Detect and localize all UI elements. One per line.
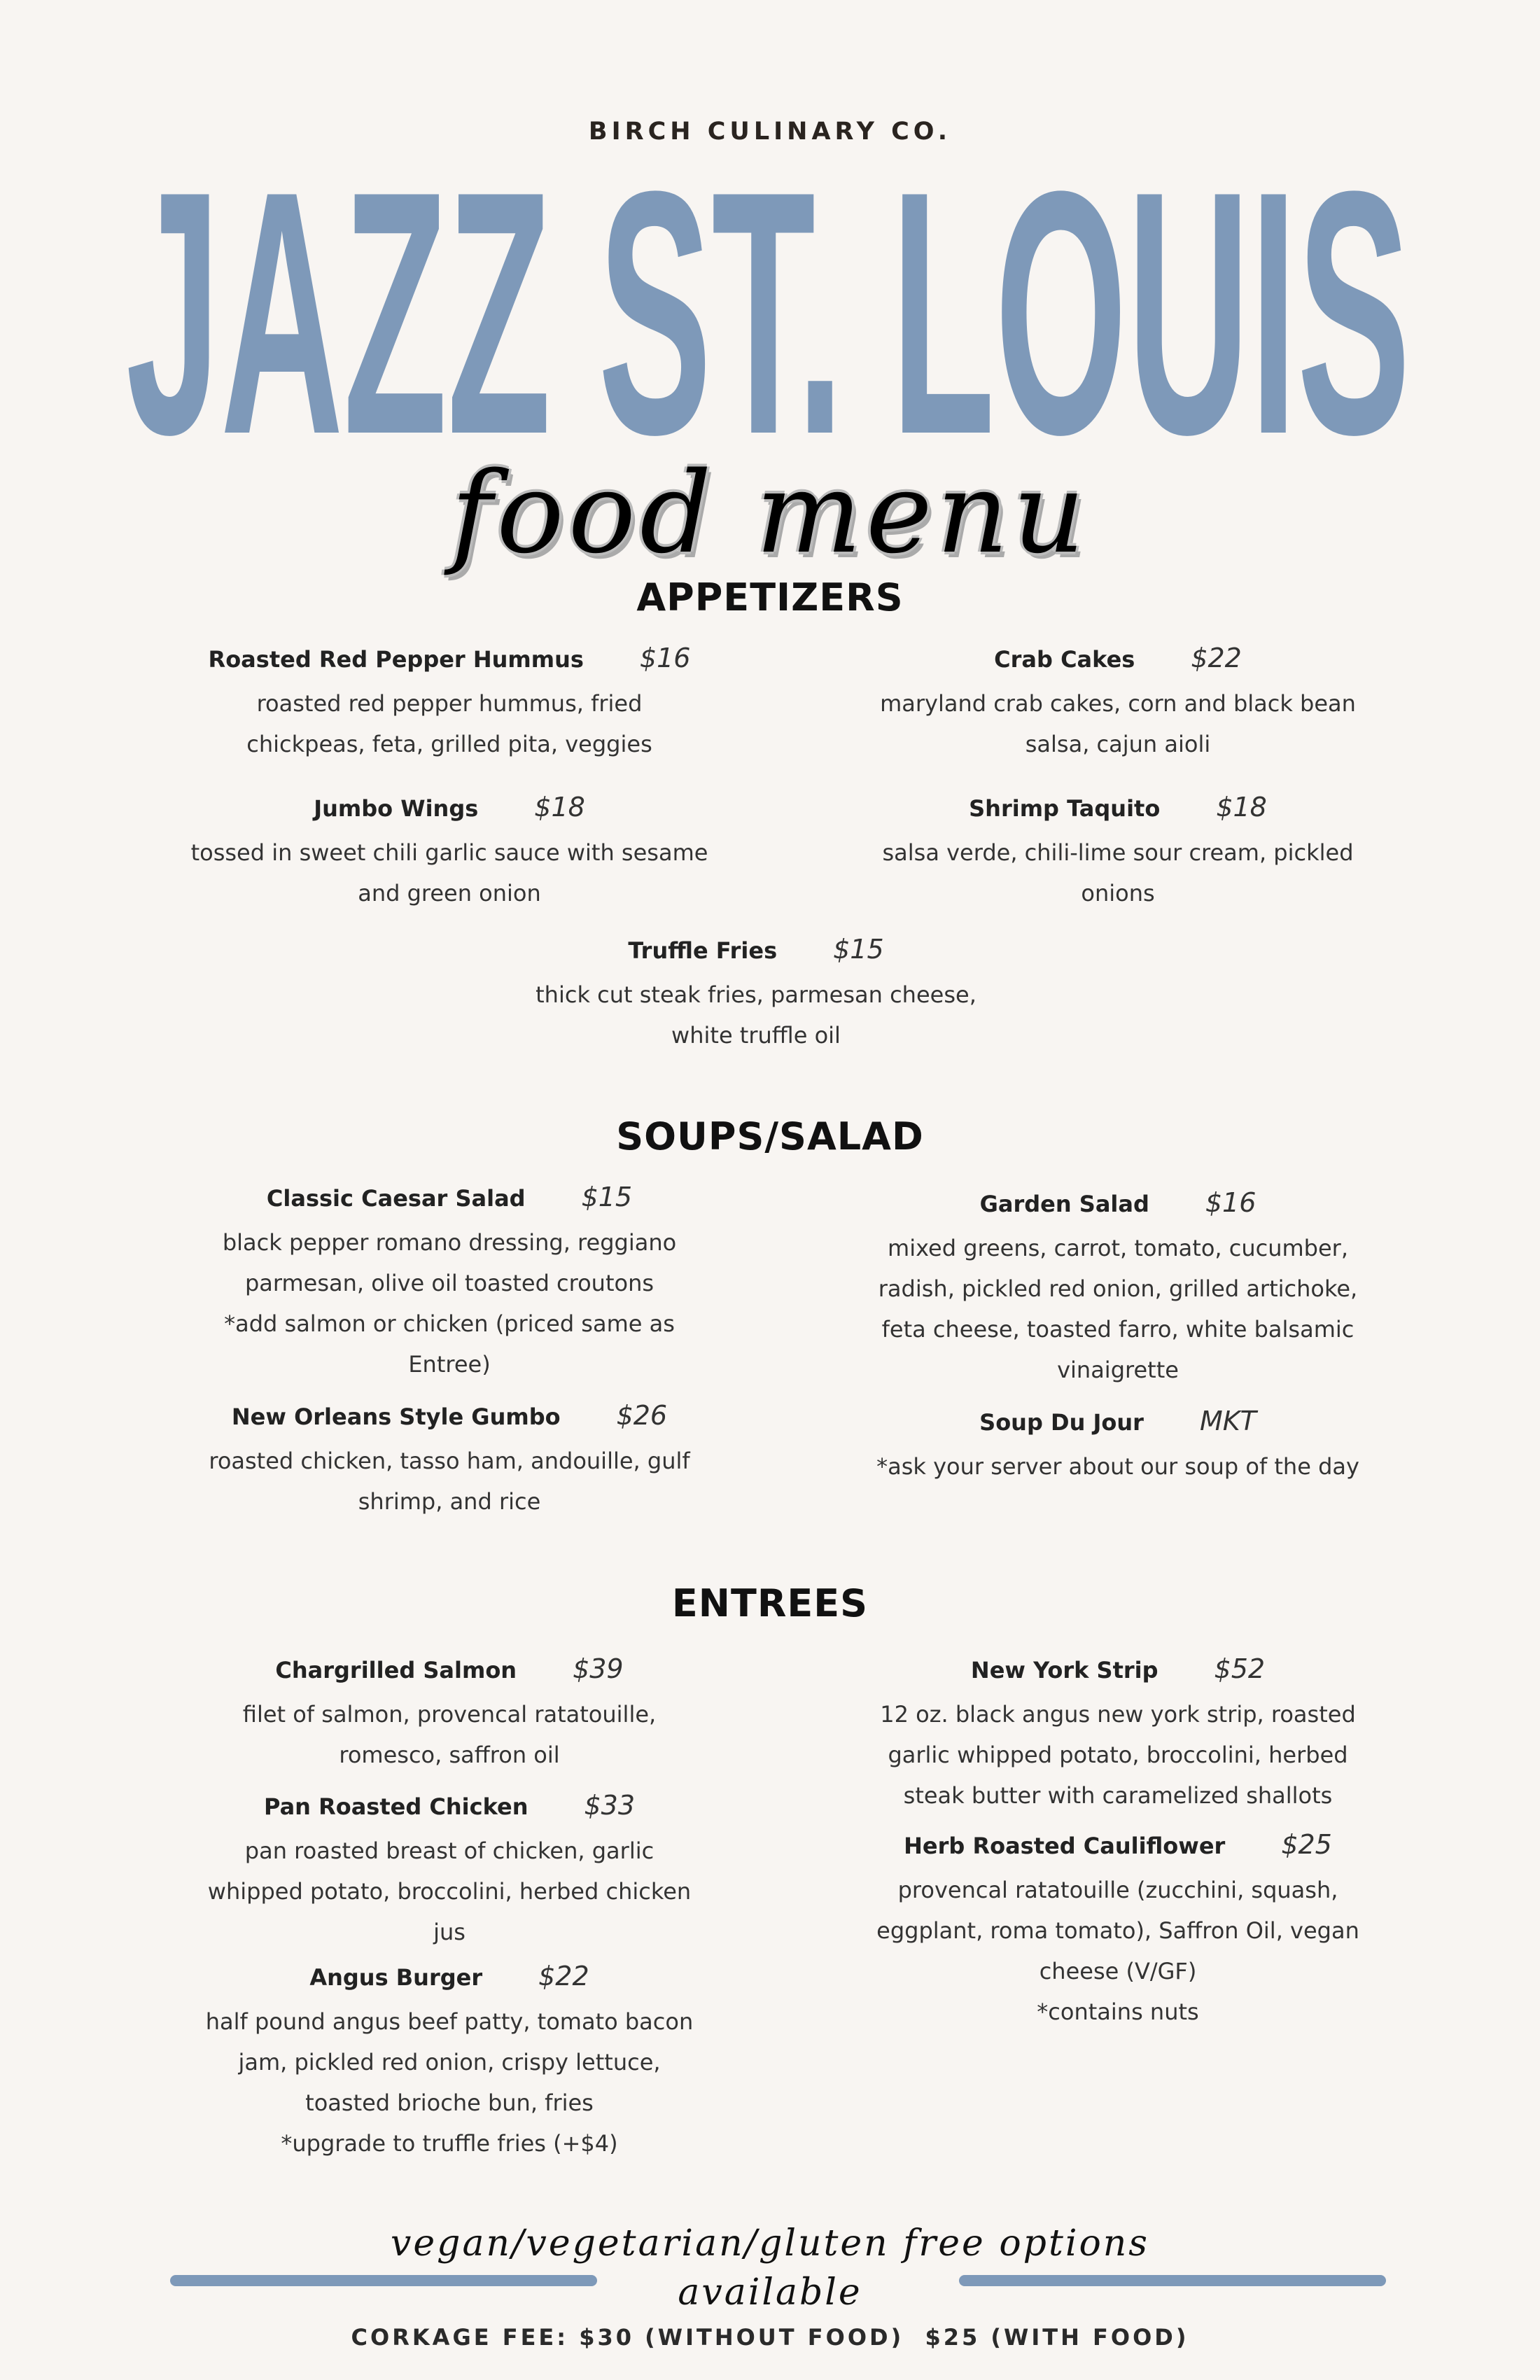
menu-item-description-line: provencal ratatouille (zucchini, squash, xyxy=(897,1877,1338,1903)
menu-item-price: $15 xyxy=(581,1182,633,1212)
menu-item xyxy=(441,934,1071,1056)
main-title: JAZZ ST. LOUIS xyxy=(126,168,1410,448)
menu-item-header xyxy=(134,1653,764,1694)
menu-item-header xyxy=(803,792,1433,832)
menu-item-header xyxy=(803,1406,1433,1446)
section-title-appetizers: APPETIZERS xyxy=(636,575,904,620)
menu-item xyxy=(134,1653,764,1775)
menu-item-description-line: parmesan, olive oil toasted croutons xyxy=(244,1270,654,1296)
menu-item-description-line: thick cut steak fries, parmesan cheese, xyxy=(536,981,976,1008)
menu-item xyxy=(134,1400,764,1522)
menu-item-price: MKT xyxy=(1199,1406,1256,1436)
menu-item-header xyxy=(134,1400,764,1441)
menu-item-description-line: *add salmon or chicken (priced same as xyxy=(224,1310,675,1337)
menu-item-name: Pan Roasted Chicken xyxy=(263,1793,528,1820)
menu-item-price: $33 xyxy=(584,1790,636,1821)
menu-item-description-line: onions xyxy=(1081,880,1155,906)
corkage-fee: CORKAGE FEE: $30 (WITHOUT FOOD) $25 (WITH FOOD) xyxy=(351,2324,1189,2351)
dietary-options-note xyxy=(0,2219,1540,2317)
menu-item-description-line: eggplant, roma tomato), Saffron Oil, vegan xyxy=(876,1917,1359,1944)
menu-item-price: $22 xyxy=(1191,643,1242,673)
menu-item-description-line: *contains nuts xyxy=(1037,1998,1199,2025)
menu-item-header xyxy=(134,643,764,683)
menu-item-description-line: and green onion xyxy=(358,880,541,906)
menu-item xyxy=(803,643,1433,764)
menu-item-description-line: chickpeas, feta, grilled pita, veggies xyxy=(246,731,652,757)
menu-item-description-line: 12 oz. black angus new york strip, roasted xyxy=(880,1701,1356,1728)
menu-item-name: Roasted Red Pepper Hummus xyxy=(208,646,584,673)
menu-item xyxy=(803,1406,1433,1487)
dietary-options-line-2: available xyxy=(678,2272,862,2314)
menu-item-price: $52 xyxy=(1214,1653,1266,1684)
menu-item-name: Garden Salad xyxy=(979,1191,1149,1217)
menu-item-header xyxy=(134,1790,764,1830)
menu-item-description-line: romesco, saffron oil xyxy=(339,1742,560,1768)
menu-item xyxy=(134,1961,764,2164)
menu-item-header xyxy=(803,1829,1433,1870)
menu-item-price: $22 xyxy=(538,1961,589,1991)
menu-item-description-line: shrimp, and rice xyxy=(358,1488,541,1515)
menu-item-header xyxy=(441,934,1071,974)
menu-item-name: Jumbo Wings xyxy=(314,795,479,822)
menu-item-description-line: maryland crab cakes, corn and black bean xyxy=(880,690,1356,717)
menu-item-header xyxy=(134,1182,764,1222)
menu-item xyxy=(134,643,764,764)
menu-item-header xyxy=(803,1653,1433,1694)
menu-item-price: $25 xyxy=(1281,1829,1332,1860)
menu-item-description-line: jus xyxy=(433,1919,465,1945)
menu-item-description-line: roasted chicken, tasso ham, andouille, gulf xyxy=(209,1448,690,1474)
menu-item-header xyxy=(134,792,764,832)
menu-item-header xyxy=(134,1961,764,2001)
menu-item-description-line: cheese (V/GF) xyxy=(1039,1958,1197,1984)
section-title-soups-salad: SOUPS/SALAD xyxy=(616,1114,924,1158)
menu-item-description-line: half pound angus beef patty, tomato bacon xyxy=(205,2008,694,2035)
menu-item-name: Shrimp Taquito xyxy=(969,795,1161,822)
menu-item-description-line: tossed in sweet chili garlic sauce with sesame xyxy=(190,839,708,866)
menu-item-price: $16 xyxy=(1205,1187,1256,1218)
menu-item-description-line: mixed greens, carrot, tomato, cucumber, xyxy=(888,1235,1348,1261)
menu-item-description-line: *ask your server about our soup of the day xyxy=(876,1453,1359,1480)
menu-item-description-line: steak butter with caramelized shallots xyxy=(903,1782,1333,1809)
menu-item-description-line: roasted red pepper hummus, fried xyxy=(256,690,643,717)
menu-item-description-line: pan roasted breast of chicken, garlic xyxy=(244,1837,654,1864)
main-title-graphic xyxy=(0,168,1540,448)
menu-item-description-line: filet of salmon, provencal ratatouille, xyxy=(242,1701,657,1728)
menu-item-price: $39 xyxy=(573,1653,624,1684)
menu-item-header xyxy=(803,643,1433,683)
menu-item-price: $15 xyxy=(833,934,884,965)
menu-item xyxy=(134,1790,764,1952)
menu-item-description-line: whipped potato, broccolini, herbed chicken xyxy=(207,1878,692,1905)
dietary-options-line-1: vegan/vegetarian/gluten free options xyxy=(391,2222,1149,2264)
brand-name: BIRCH CULINARY CO. xyxy=(588,118,952,146)
menu-item-description-line: vinaigrette xyxy=(1057,1357,1179,1383)
menu-item-description-line: salsa verde, chili-lime sour cream, pickled xyxy=(882,839,1354,866)
menu-item-description-line: garlic whipped potato, broccolini, herbed xyxy=(888,1742,1348,1768)
menu-item-description-line: feta cheese, toasted farro, white balsamic xyxy=(881,1316,1354,1343)
menu-item-description-line: Entree) xyxy=(408,1351,491,1378)
menu-item xyxy=(134,1182,764,1385)
menu-item-name: Classic Caesar Salad xyxy=(266,1185,526,1212)
menu-item-name: Angus Burger xyxy=(309,1964,483,1991)
menu-item-description-line: jam, pickled red onion, crispy lettuce, xyxy=(238,2049,661,2076)
menu-item xyxy=(803,1653,1433,1816)
menu-item-price: $18 xyxy=(1216,792,1267,822)
menu-item-description-line: *upgrade to truffle fries (+$4) xyxy=(281,2130,618,2157)
menu-item-name: Chargrilled Salmon xyxy=(275,1657,517,1684)
menu-item xyxy=(803,1829,1433,2032)
menu-item xyxy=(803,792,1433,913)
menu-item-description-line: white truffle oil xyxy=(671,1022,841,1049)
menu-item-name: New Orleans Style Gumbo xyxy=(231,1404,561,1430)
menu-item-name: Crab Cakes xyxy=(994,646,1135,673)
menu-item-name: Herb Roasted Cauliflower xyxy=(904,1833,1226,1859)
section-title-entrees: ENTREES xyxy=(671,1581,869,1625)
menu-item-name: Truffle Fries xyxy=(628,937,778,964)
menu-item-header xyxy=(803,1187,1433,1228)
menu-item-price: $16 xyxy=(639,643,691,673)
menu-item-description-line: salsa, cajun aioli xyxy=(1025,731,1211,757)
menu-item xyxy=(134,792,764,913)
menu-item-name: Soup Du Jour xyxy=(979,1409,1144,1436)
menu-item-name: New York Strip xyxy=(970,1657,1158,1684)
menu-item-description-line: radish, pickled red onion, grilled artichoke, xyxy=(878,1275,1358,1302)
menu-item-price: $26 xyxy=(616,1400,668,1431)
food-menu-script-title: food menu xyxy=(451,447,1089,578)
menu-item xyxy=(803,1187,1433,1390)
menu-item-description-line: toasted brioche bun, fries xyxy=(305,2090,594,2116)
menu-item-price: $18 xyxy=(534,792,585,822)
menu-item-description-line: black pepper romano dressing, reggiano xyxy=(222,1229,677,1256)
